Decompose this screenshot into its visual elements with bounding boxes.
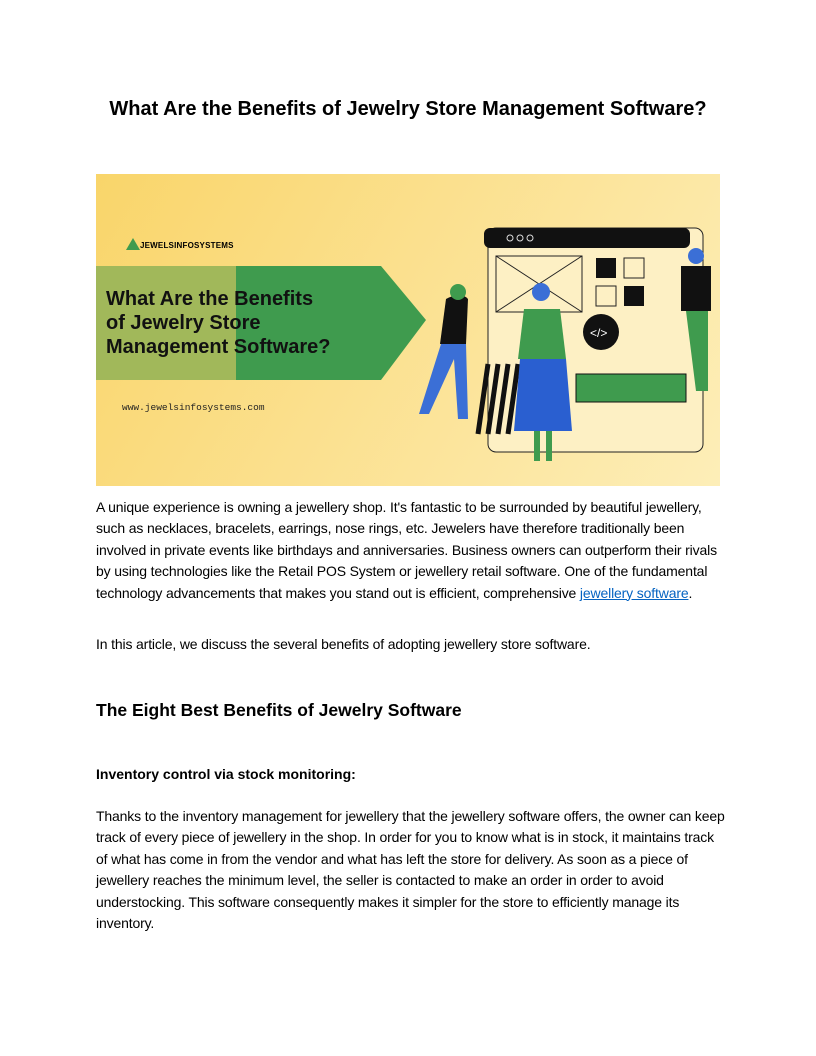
page-title: What Are the Benefits of Jewelry Store Management Software? [109, 98, 707, 120]
brand-name: JEWELSINFOSYSTEMS [140, 241, 234, 250]
banner-headline-line: What Are the Benefits [106, 288, 314, 310]
banner-headline [106, 287, 330, 359]
jewellery-software-link[interactable]: jewellery software [579, 584, 689, 601]
banner-headline-line: Management Software? [106, 336, 331, 358]
subsection-body: Thanks to the inventory management for jewellery that the jewellery software offers, the owner can keep track of every piece of jewellery in the shop. In order for you to know what is in stock, it maintains track of what has come in from the vendor and what has left the store for delivery. As soon as a piece of jewellery reaches the minimum level, the seller is contacted to make an order in order to avoid understocking. This software consequently makes it simpler for the store to efficiently manage its inventory. [96, 808, 725, 932]
intro-text: A unique experience is owning a jewellery shop. It's fantastic to be surrounded by beautiful jewellery, such as necklaces, bracelets, earrings, nose rings, etc. Jewelers have therefore traditionally been involved in private events like birthdays and anniversaries. Business owners can outperform their rivals by using technologies like the Retail POS System or jewellery retail software. One of the fundamental technology advancements that makes you stand out is efficient, comprehensive [96, 499, 717, 601]
svg-text:</>: </> [590, 326, 608, 340]
banner-url: www.jewelsinfosystems.com [122, 402, 265, 413]
hero-banner-image [96, 174, 720, 486]
section-heading: The Eight Best Benefits of Jewelry Software [96, 700, 462, 720]
intro-paragraph-2: In this article, we discuss the several benefits of adopting jewellery store software. [96, 636, 591, 652]
subsection-heading: Inventory control via stock monitoring: [96, 766, 356, 782]
intro-paragraph [96, 497, 726, 604]
browser-bar [484, 228, 690, 248]
banner-headline-line: of Jewelry Store [106, 312, 261, 334]
intro-end: . [688, 584, 693, 601]
person-left [419, 284, 468, 419]
brand-logo-icon [126, 238, 140, 250]
